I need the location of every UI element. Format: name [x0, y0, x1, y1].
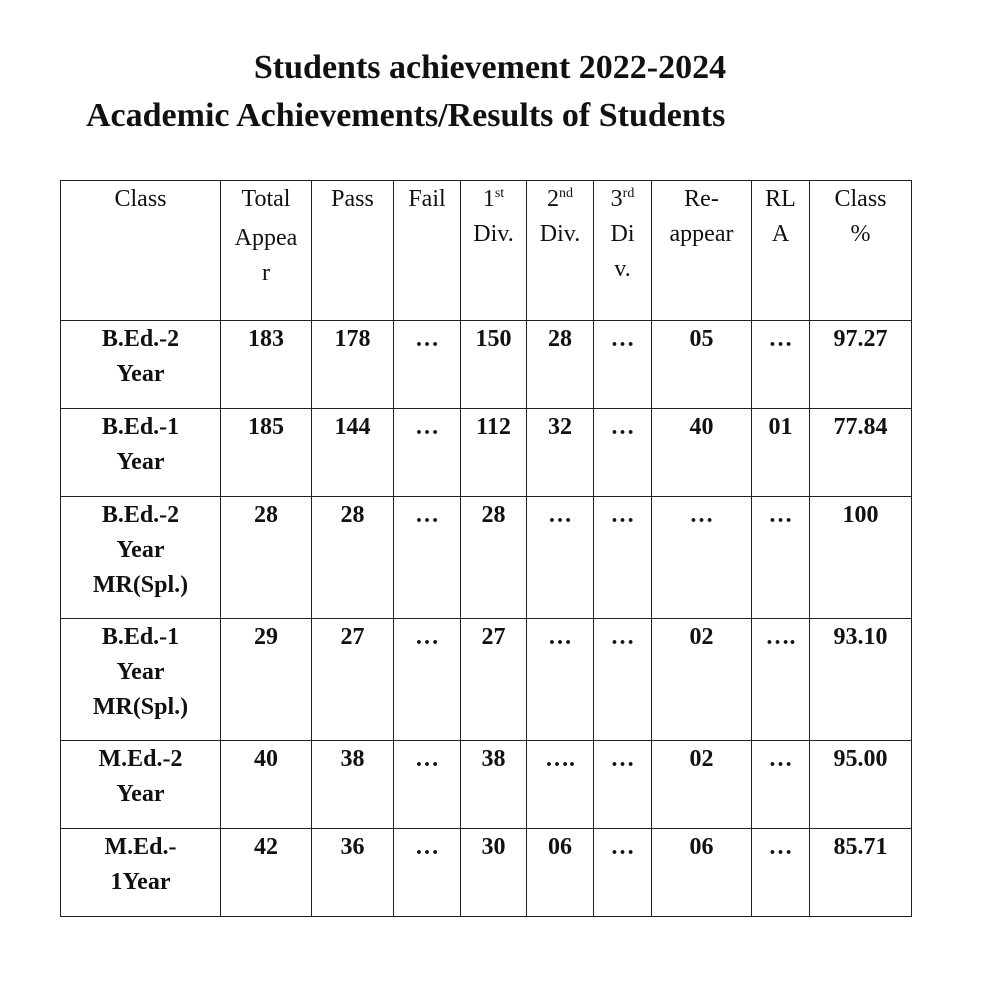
cell-total-appear: 183	[221, 321, 312, 409]
table-row	[61, 741, 912, 829]
header-class	[61, 181, 221, 321]
cell-3rd-div: …	[594, 829, 652, 917]
cell-total-appear: 42	[221, 829, 312, 917]
cell-fail: …	[394, 321, 461, 409]
header-text: Div.	[473, 221, 514, 247]
class-line: B.Ed.-1	[101, 414, 180, 440]
cell-1st-div: 30	[461, 829, 527, 917]
cell-total-appear: 40	[221, 741, 312, 829]
class-line: Year	[116, 781, 165, 807]
header-text: r	[262, 260, 270, 286]
cell-class	[61, 321, 221, 409]
table-row	[61, 409, 912, 497]
cell-fail: …	[394, 829, 461, 917]
class-line: MR(Spl.)	[92, 572, 189, 598]
cell-pass: 28	[312, 497, 394, 619]
class-line: MR(Spl.)	[92, 694, 189, 720]
cell-class-percent: 77.84	[810, 409, 912, 497]
cell-3rd-div: …	[594, 497, 652, 619]
header-text: appear	[669, 221, 734, 247]
cell-fail: …	[394, 619, 461, 741]
class-line: M.Ed.-2	[98, 746, 183, 772]
cell-2nd-div: 06	[527, 829, 594, 917]
header-text: A	[771, 221, 790, 247]
header-text: Class	[114, 186, 167, 212]
header-superscript: rd	[622, 186, 635, 201]
cell-3rd-div: …	[594, 619, 652, 741]
header-superscript: st	[494, 186, 505, 201]
page-title: Students achievement 2022-2024	[253, 49, 727, 86]
header-text: Re-	[684, 186, 719, 212]
cell-class	[61, 619, 221, 741]
cell-class	[61, 741, 221, 829]
class-line: Year	[116, 659, 165, 685]
header-text: 1	[482, 186, 495, 212]
header-text: Div.	[539, 221, 581, 247]
cell-1st-div: 28	[461, 497, 527, 619]
cell-pass: 27	[312, 619, 394, 741]
cell-3rd-div: …	[594, 321, 652, 409]
cell-rla: …	[752, 829, 810, 917]
header-text: v.	[614, 256, 631, 282]
cell-2nd-div: ….	[527, 741, 594, 829]
cell-1st-div: 112	[461, 409, 527, 497]
header-row	[61, 181, 912, 321]
table-row	[61, 619, 912, 741]
results-table	[60, 180, 912, 917]
header-reappear	[652, 181, 752, 321]
cell-fail: …	[394, 741, 461, 829]
cell-total-appear: 185	[221, 409, 312, 497]
cell-class	[61, 409, 221, 497]
cell-2nd-div: 32	[527, 409, 594, 497]
cell-rla: …	[752, 741, 810, 829]
cell-pass: 144	[312, 409, 394, 497]
cell-class-percent: 97.27	[810, 321, 912, 409]
cell-class	[61, 829, 221, 917]
cell-class	[61, 497, 221, 619]
header-text: 3	[610, 186, 623, 212]
cell-1st-div: 38	[461, 741, 527, 829]
header-text: Di	[610, 221, 635, 247]
cell-class-percent: 100	[810, 497, 912, 619]
cell-1st-div: 27	[461, 619, 527, 741]
header-pass	[312, 181, 394, 321]
cell-3rd-div: …	[594, 409, 652, 497]
class-line: B.Ed.-2	[101, 502, 180, 528]
cell-pass: 38	[312, 741, 394, 829]
cell-pass: 178	[312, 321, 394, 409]
class-line: Year	[116, 449, 165, 475]
class-line: B.Ed.-1	[101, 624, 180, 650]
header-3rd-div	[594, 181, 652, 321]
header-text: Appea	[234, 225, 298, 251]
table-row	[61, 829, 912, 917]
cell-rla: …	[752, 497, 810, 619]
cell-pass: 36	[312, 829, 394, 917]
header-text: 2	[547, 186, 559, 212]
header-total-appear	[221, 181, 312, 321]
cell-class-percent: 85.71	[810, 829, 912, 917]
header-text: %	[850, 221, 871, 247]
cell-2nd-div: …	[527, 497, 594, 619]
cell-reappear: 06	[652, 829, 752, 917]
cell-reappear: 02	[652, 741, 752, 829]
header-text: Total	[241, 186, 291, 212]
header-fail	[394, 181, 461, 321]
header-text: Fail	[408, 186, 446, 212]
cell-1st-div: 150	[461, 321, 527, 409]
header-2nd-div	[527, 181, 594, 321]
class-line: M.Ed.-	[104, 834, 177, 860]
cell-3rd-div: …	[594, 741, 652, 829]
cell-total-appear: 28	[221, 497, 312, 619]
cell-reappear: …	[652, 497, 752, 619]
cell-reappear: 05	[652, 321, 752, 409]
page-subtitle: Academic Achievements/Results of Students	[86, 97, 726, 134]
header-superscript: nd	[559, 186, 573, 201]
cell-rla: ….	[752, 619, 810, 741]
cell-rla: …	[752, 321, 810, 409]
cell-2nd-div: …	[527, 619, 594, 741]
header-class-percent	[810, 181, 912, 321]
header-text: RL	[765, 186, 796, 212]
cell-class-percent: 93.10	[810, 619, 912, 741]
header-1st-div	[461, 181, 527, 321]
class-line: Year	[116, 361, 165, 387]
cell-reappear: 02	[652, 619, 752, 741]
table-row	[61, 321, 912, 409]
class-line: 1Year	[110, 869, 171, 895]
cell-class-percent: 95.00	[810, 741, 912, 829]
cell-total-appear: 29	[221, 619, 312, 741]
header-rla	[752, 181, 810, 321]
table-row	[61, 497, 912, 619]
cell-2nd-div: 28	[527, 321, 594, 409]
cell-reappear: 40	[652, 409, 752, 497]
cell-rla: 01	[752, 409, 810, 497]
class-line: Year	[116, 537, 165, 563]
cell-fail: …	[394, 497, 461, 619]
cell-fail: …	[394, 409, 461, 497]
header-text: Class	[834, 186, 887, 212]
class-line: B.Ed.-2	[101, 326, 180, 352]
header-text: Pass	[331, 186, 374, 212]
